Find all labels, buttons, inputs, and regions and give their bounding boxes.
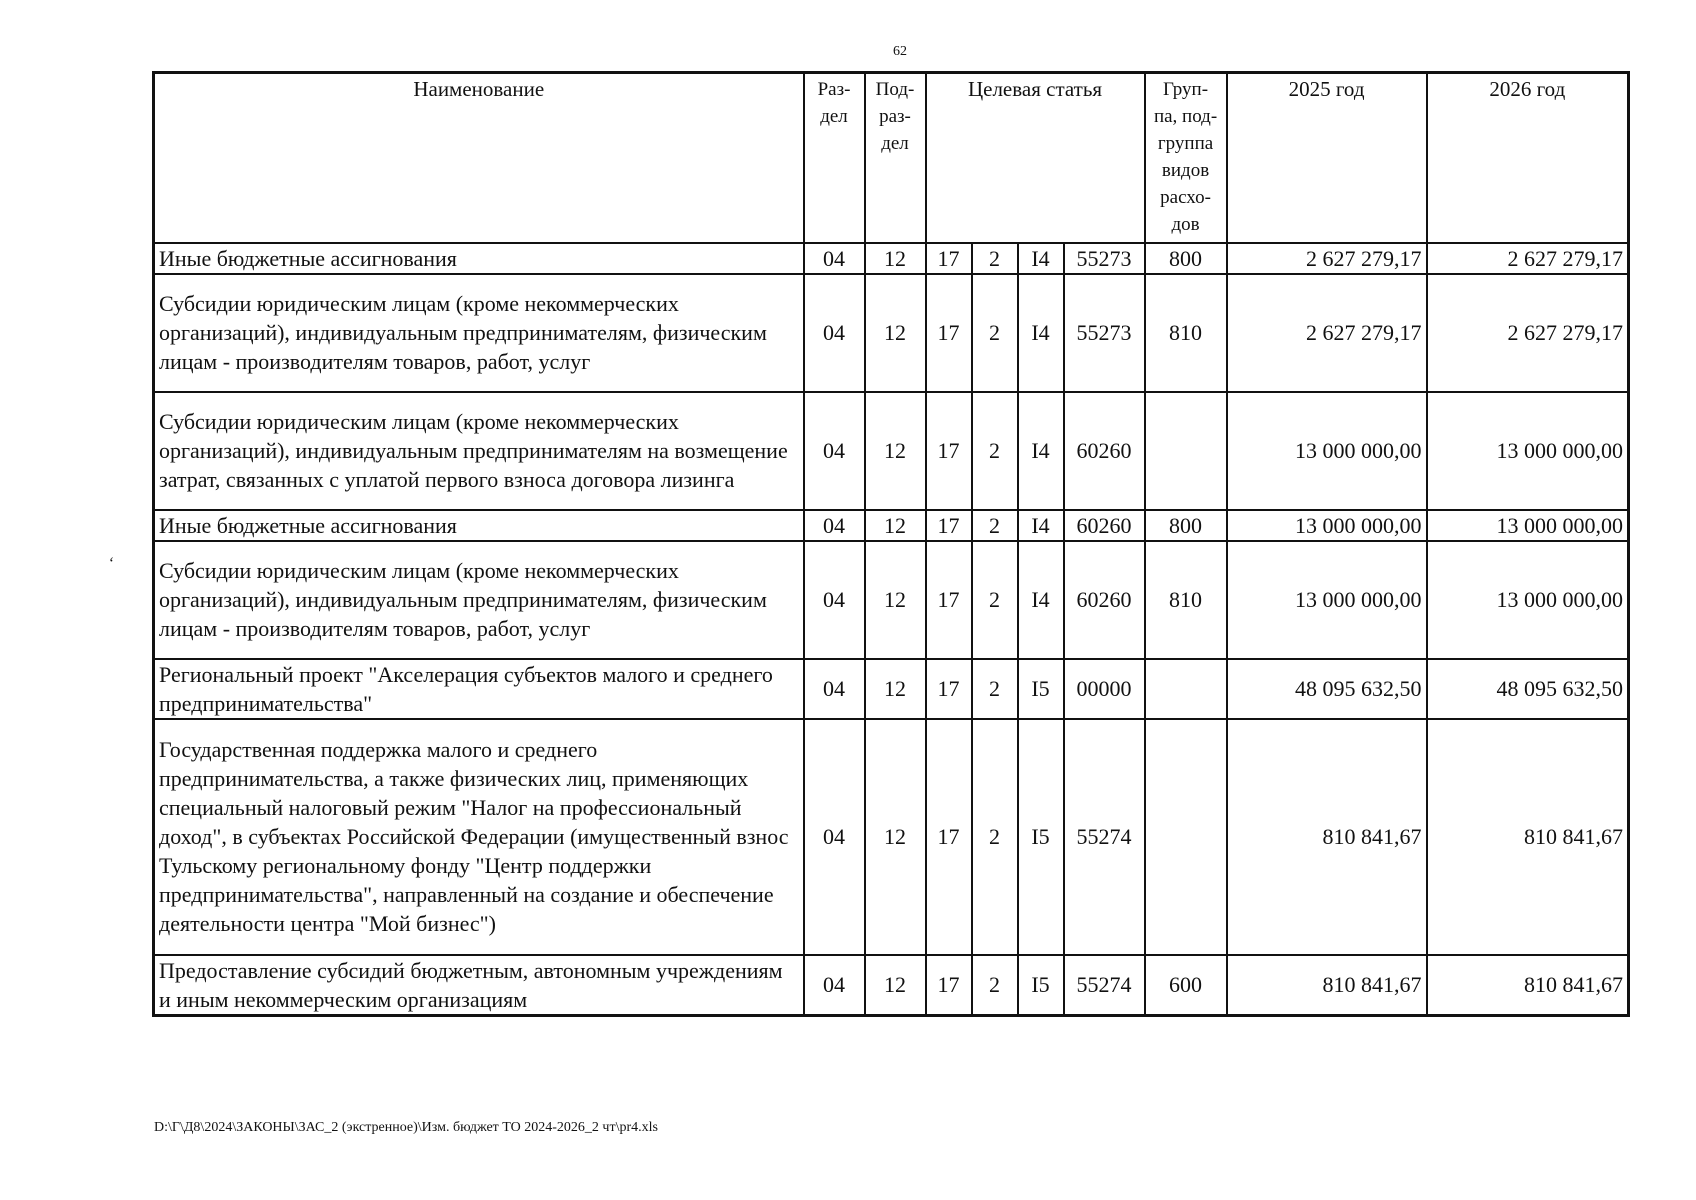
row-target-code: 55274 (1064, 719, 1145, 955)
row-name: Региональный проект "Акселерация субъектов малого и среднего предпринимательства" (154, 659, 804, 719)
table-body (154, 243, 1629, 1016)
header-name: Наименование (154, 73, 804, 243)
row-amount-2026: 13 000 000,00 (1427, 541, 1629, 659)
row-expense-group: 800 (1145, 510, 1227, 541)
row-target-subprogram: 2 (972, 719, 1018, 955)
budget-table (152, 71, 1630, 1017)
row-target-direction: I5 (1018, 955, 1064, 1016)
row-target-direction: I4 (1018, 392, 1064, 510)
row-target-code: 55273 (1064, 274, 1145, 392)
row-target-program: 17 (926, 243, 972, 274)
row-target-program: 17 (926, 541, 972, 659)
row-target-subprogram: 2 (972, 510, 1018, 541)
row-razdel: 04 (804, 392, 865, 510)
row-razdel: 04 (804, 955, 865, 1016)
row-target-subprogram: 2 (972, 659, 1018, 719)
row-name: Иные бюджетные ассигнования (154, 243, 804, 274)
table-row (154, 719, 1629, 955)
page-number: 62 (893, 44, 907, 59)
row-amount-2026: 810 841,67 (1427, 719, 1629, 955)
row-name: Предоставление субсидий бюджетным, автономным учреждениям и иным некоммерческим организациям (154, 955, 804, 1016)
row-target-direction: I4 (1018, 510, 1064, 541)
row-amount-2025: 48 095 632,50 (1227, 659, 1427, 719)
row-name: Субсидии юридическим лицам (кроме некоммерческих организаций), индивидуальным предпринимателям, физическим лицам - производителям товаров, работ, услуг (154, 274, 804, 392)
row-razdel: 04 (804, 510, 865, 541)
row-podrazdel: 12 (865, 274, 926, 392)
row-target-direction: I5 (1018, 659, 1064, 719)
row-razdel: 04 (804, 243, 865, 274)
row-name: Субсидии юридическим лицам (кроме некоммерческих организаций), индивидуальным предпринимателям, физическим лицам - производителям товаров, работ, услуг (154, 541, 804, 659)
header-target-article: Целевая статья (926, 73, 1145, 243)
row-amount-2025: 2 627 279,17 (1227, 274, 1427, 392)
row-target-program: 17 (926, 955, 972, 1016)
row-target-direction: I5 (1018, 719, 1064, 955)
row-expense-group: 600 (1145, 955, 1227, 1016)
row-amount-2026: 13 000 000,00 (1427, 392, 1629, 510)
row-amount-2025: 13 000 000,00 (1227, 392, 1427, 510)
row-target-code: 60260 (1064, 392, 1145, 510)
row-target-direction: I4 (1018, 274, 1064, 392)
table-row (154, 955, 1629, 1016)
header-group: Груп- па, под- группа видов расхо- дов (1145, 73, 1227, 243)
row-podrazdel: 12 (865, 541, 926, 659)
row-name: Субсидии юридическим лицам (кроме некоммерческих организаций), индивидуальным предпринимателям на возмещение затрат, связанных с уплатой первого взноса договора лизинга (154, 392, 804, 510)
row-target-code: 60260 (1064, 541, 1145, 659)
row-amount-2025: 810 841,67 (1227, 955, 1427, 1016)
row-podrazdel: 12 (865, 955, 926, 1016)
row-amount-2026: 2 627 279,17 (1427, 243, 1629, 274)
row-amount-2025: 13 000 000,00 (1227, 510, 1427, 541)
row-target-code: 55273 (1064, 243, 1145, 274)
header-2025: 2025 год (1227, 73, 1427, 243)
row-target-program: 17 (926, 659, 972, 719)
row-target-code: 55274 (1064, 955, 1145, 1016)
row-target-subprogram: 2 (972, 243, 1018, 274)
row-amount-2025: 2 627 279,17 (1227, 243, 1427, 274)
row-expense-group (1145, 659, 1227, 719)
row-podrazdel: 12 (865, 243, 926, 274)
row-podrazdel: 12 (865, 659, 926, 719)
row-amount-2025: 13 000 000,00 (1227, 541, 1427, 659)
header-2026: 2026 год (1427, 73, 1629, 243)
header-razdel: Раз- дел (804, 73, 865, 243)
table-row (154, 243, 1629, 274)
row-target-subprogram: 2 (972, 541, 1018, 659)
row-target-subprogram: 2 (972, 955, 1018, 1016)
row-name: Иные бюджетные ассигнования (154, 510, 804, 541)
row-target-direction: I4 (1018, 541, 1064, 659)
table-row (154, 392, 1629, 510)
row-target-code: 00000 (1064, 659, 1145, 719)
row-expense-group: 810 (1145, 274, 1227, 392)
table-row (154, 659, 1629, 719)
row-razdel: 04 (804, 541, 865, 659)
row-amount-2026: 13 000 000,00 (1427, 510, 1629, 541)
row-expense-group: 810 (1145, 541, 1227, 659)
row-target-subprogram: 2 (972, 274, 1018, 392)
row-razdel: 04 (804, 659, 865, 719)
table-row (154, 541, 1629, 659)
file-path-footer: D:\Г\Д8\2024\ЗАКОНЫ\ЗАС_2 (экстренное)\Изм. бюджет ТО 2024-2026_2 чт\pr4.xls (154, 1120, 658, 1135)
row-amount-2026: 48 095 632,50 (1427, 659, 1629, 719)
row-target-code: 60260 (1064, 510, 1145, 541)
row-expense-group (1145, 392, 1227, 510)
table-row (154, 510, 1629, 541)
row-target-program: 17 (926, 719, 972, 955)
header-row (154, 73, 1629, 243)
row-podrazdel: 12 (865, 510, 926, 541)
row-razdel: 04 (804, 274, 865, 392)
row-target-program: 17 (926, 392, 972, 510)
row-podrazdel: 12 (865, 392, 926, 510)
row-target-direction: I4 (1018, 243, 1064, 274)
row-expense-group (1145, 719, 1227, 955)
table-row (154, 274, 1629, 392)
row-target-program: 17 (926, 510, 972, 541)
row-amount-2026: 2 627 279,17 (1427, 274, 1629, 392)
stray-mark: ʻ (108, 555, 114, 572)
header-podrazdel: Под- раз- дел (865, 73, 926, 243)
row-podrazdel: 12 (865, 719, 926, 955)
row-name: Государственная поддержка малого и среднего предпринимательства, а также физических лиц, применяющих специальный налоговый режим "Налог на профессиональный доход", в субъектах Российской Федерации (имущественный взнос Тульскому региональному фонду "Центр поддержки предпринимательства", направленный на создание и обеспечение деятельности центра "Мой бизнес") (154, 719, 804, 955)
row-razdel: 04 (804, 719, 865, 955)
row-target-program: 17 (926, 274, 972, 392)
row-expense-group: 800 (1145, 243, 1227, 274)
row-amount-2025: 810 841,67 (1227, 719, 1427, 955)
row-amount-2026: 810 841,67 (1427, 955, 1629, 1016)
row-target-subprogram: 2 (972, 392, 1018, 510)
